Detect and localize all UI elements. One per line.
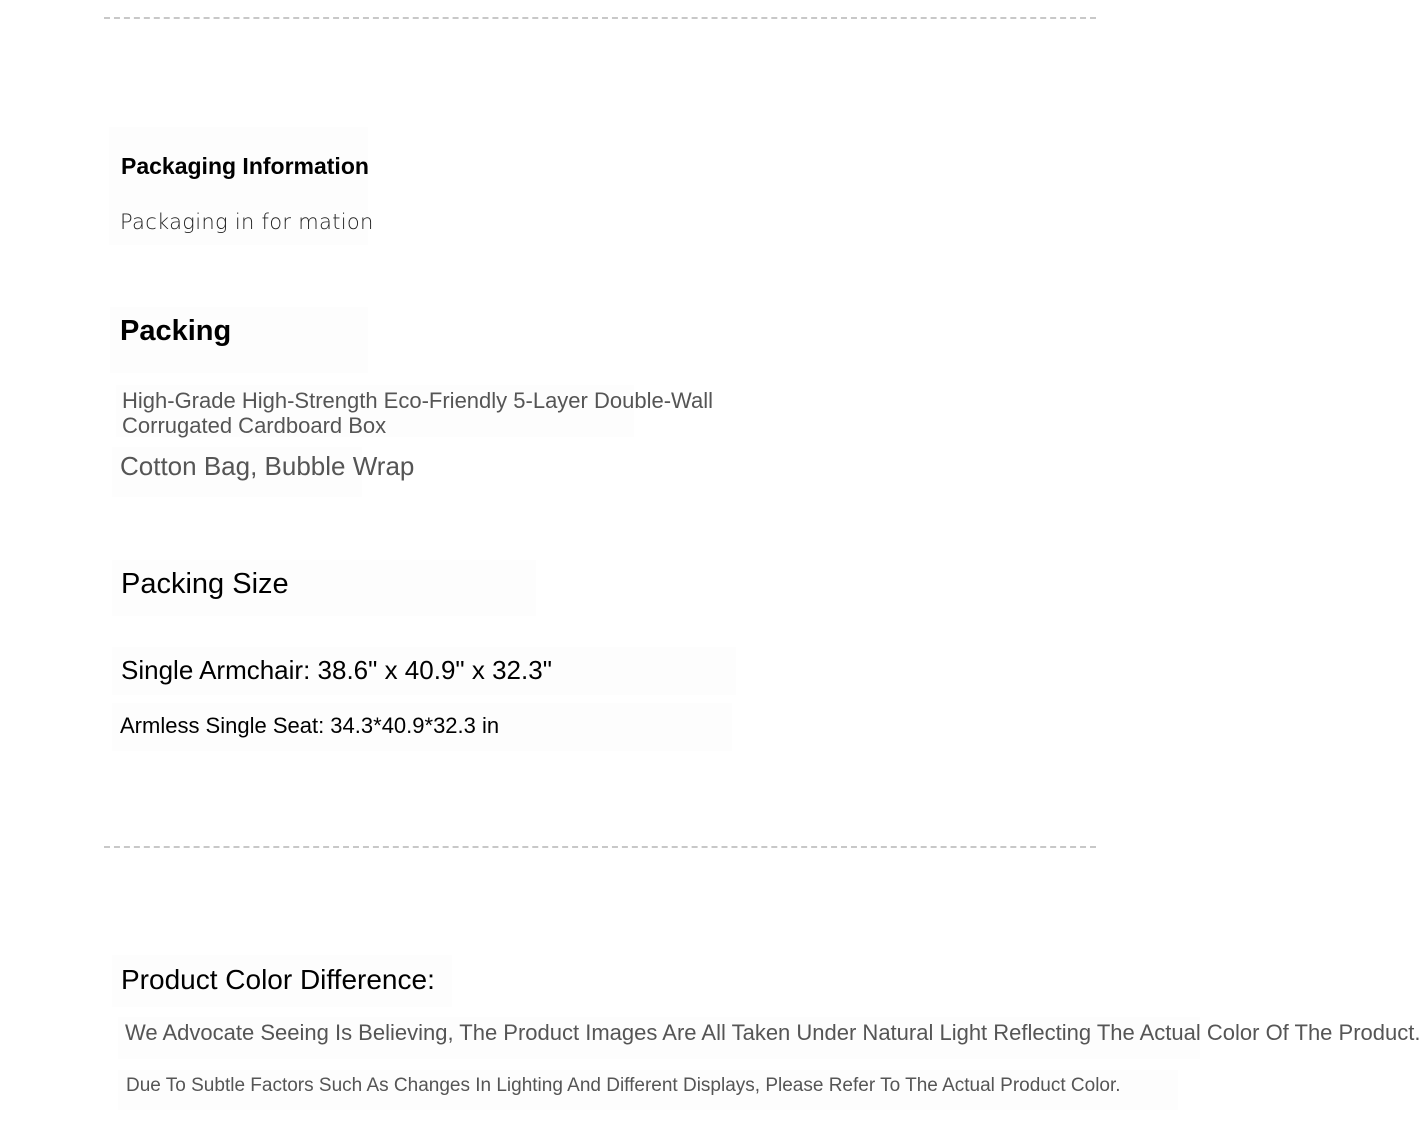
- middle-divider: [104, 846, 1096, 848]
- packaging-info-subheading: Packaging in for mation: [120, 210, 374, 234]
- armless-single-seat-size: Armless Single Seat: 34.3*40.9*32.3 in: [120, 713, 500, 738]
- color-difference-heading: Product Color Difference:: [121, 964, 435, 995]
- packaging-info-heading: Packaging Information: [121, 153, 369, 179]
- packing-heading: Packing: [120, 315, 232, 347]
- packing-extra-line: Cotton Bag, Bubble Wrap: [120, 451, 415, 481]
- color-difference-paragraph-2: Due To Subtle Factors Such As Changes In Lighting And Different Displays, Please Refer To The Actual Product Color.: [126, 1075, 1121, 1096]
- packing-size-heading: Packing Size: [121, 568, 289, 600]
- color-difference-paragraph-1: We Advocate Seeing Is Believing, The Product Images Are All Taken Under Natural Light Reflecting The Actual Color Of The Product.: [125, 1020, 1420, 1045]
- top-divider: [104, 17, 1096, 19]
- single-armchair-size: Single Armchair: 38.6" x 40.9" x 32.3": [121, 655, 552, 685]
- packing-material-line-1: High-Grade High-Strength Eco-Friendly 5-Layer Double-Wall: [122, 388, 713, 413]
- packing-material-line-2: Corrugated Cardboard Box: [122, 413, 387, 438]
